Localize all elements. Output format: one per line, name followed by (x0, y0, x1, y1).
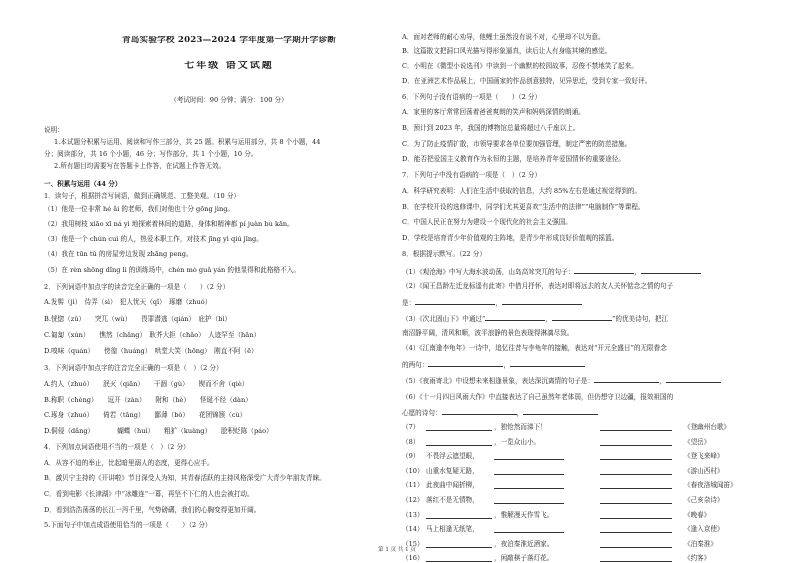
poem-line: 落红不是无情物， (426, 496, 479, 504)
answer-blank[interactable] (494, 496, 564, 504)
answer-blank[interactable] (415, 297, 495, 305)
poem-source: 《春夜洛城闻笛》 (684, 481, 737, 490)
instruction-line: 2.所有题目均需要写在答题卡上作答，在试题上作答无效。 (54, 162, 226, 170)
poem-source: 《逢入京使》 (684, 525, 724, 534)
answer-blank[interactable] (494, 467, 564, 475)
poem-line: 山重水复疑无路， (426, 466, 479, 475)
instruction-line: 分；阅读部分，共 16 个小题，46 分；写作部分，共 1 个小题，10 分。 (44, 150, 258, 158)
poem-number: （12） (402, 496, 424, 504)
option-d: D.侗侵（dǎng） 蝴蝶（huì） 粗犷（kuàng） 脍积贬陈（páo） (44, 427, 273, 435)
dictation-item-2-answer (402, 297, 772, 308)
option-c: C．小明在《微型小说选刊》中读到一个幽默的校园故事，忍俊不禁地笑了起来。 (402, 62, 638, 70)
dictation-item-4: （4）《江南逢李龟年》一诗中，追忆往昔与李龟年的接触，表达对“开元全盛日”的无限眷念 (402, 344, 667, 352)
dictation-item-1 (402, 266, 772, 277)
comma: ， (659, 377, 666, 385)
answer-blank[interactable] (426, 554, 492, 562)
option-a: A．面对老师的耐心劝导，他鲤土虽然没有说不对，心里却不以为意。 (402, 33, 605, 41)
answer-blank[interactable] (600, 525, 672, 533)
poem-number: （15） (402, 539, 424, 548)
option-b: B．这篇散文把洞口风光描写得形象逼真，读后让人有身临其境的感觉。 (402, 47, 612, 55)
poem-number: （10） (402, 466, 424, 475)
answer-blank[interactable] (600, 467, 672, 475)
dictation-prompt: （3）《次北固山下》中通过“ (402, 315, 486, 323)
answer-blank[interactable] (641, 266, 701, 274)
answer-blank[interactable] (426, 423, 492, 431)
poem-source: 《约客》 (684, 554, 711, 563)
comma: ， (495, 299, 502, 307)
option-d: D．看到浩浩荡荡的长江一泻千里，气势磅礴，我们的心胸变得更加开阔。 (44, 506, 261, 514)
dictation-item-3-cont: 南沼静平阔，清风和顺，波平浪静的景色表现得淋漓尽致。 (402, 329, 574, 337)
answer-blank[interactable] (574, 266, 634, 274)
question-5: 5.下面句子中加点成语使用恰当的一项是（ ）（2 分） (44, 521, 212, 529)
answer-blank[interactable] (523, 407, 598, 415)
option-b: B．激贝宁主持的《开讲啦》节目深受人为知，其青春活跃的主持风格深受广大青少年朋友青睐。 (44, 474, 326, 482)
school-title: 青岛实验学校 2023—2024 学年度第一学期开学诊断 (121, 36, 337, 45)
question-4: 4．下列加点词语使用不当的一项是（ ）（2 分） (44, 443, 190, 451)
question-7: 7．下列句子中没有语病的一项是（ ）（2 分） (402, 171, 542, 179)
page-footer: 第 1 页 共 1 页 (378, 547, 416, 553)
question-3: 3．下列词语中加点字的注音完全正确的一项是（ ）（2 分） (44, 364, 223, 372)
option-b: B．预计到 2023 年，我国的博物馆总量将超过八千座以上。 (402, 124, 580, 132)
option-d: D．学校是培育青少年价值观的主阵地，是青少年形成良好价值观的摇篮。 (402, 234, 619, 242)
poem-line: 此夜曲中闻折柳， (426, 481, 479, 490)
option-d: D．能否把爱国主义教育作为永恒的主题，是培养青年爱国情怀的重要途径。 (402, 155, 625, 163)
dictation-item-4-answer (402, 359, 772, 370)
question-line: （1）他是一位非常 hé ǎi 的老师，我们对他也十分 gōng jìng。 (44, 205, 235, 213)
dictation-prompt: ”的优美诗句，把江 (611, 315, 669, 323)
question-line: （3）他是一个 chún cuì 的人，热爱本职工作，对技术 jīng yì qiú jīng。 (44, 235, 263, 243)
dictation-item-6-answer (402, 407, 772, 418)
answer-blank[interactable] (600, 511, 672, 519)
dictation-item-6: （6）《十一月四日风雨大作》中直接表达了自己虽然年老体弱，但仍想守卫边疆，报效祖国的 (402, 393, 674, 401)
question-2: 2．下列词语中加点字的读音完全正确的一项是（ ）（2 分） (44, 283, 230, 291)
dictation-item-5 (402, 375, 772, 386)
poem-number: （8） (402, 437, 420, 446)
option-d: D．在亚洲艺术作品展上，中国画家的作品创意独特，见异思迁，受到专家一致好评。 (402, 77, 652, 85)
dictation-prompt: （5）《夜雨寄北》中设想未来相逢景象，表达深沉离情的句子是： (402, 377, 595, 385)
section-heading: 一、积累与运用（44 分） (44, 180, 122, 188)
option-c: C.匍匐（xún） 憔然（chǎng） 耿芥大拒（chǎo） 人迹罕至（hǎn） (44, 331, 261, 339)
answer-blank[interactable] (600, 423, 672, 431)
poem-source: 《登飞来峰》 (684, 452, 724, 461)
poem-line: 马上相逢无纸笔， (426, 525, 479, 534)
dictation-prompt: 的两句： (402, 361, 429, 369)
poem-source: 《游山西村》 (684, 466, 724, 475)
poem-number: （16） (402, 554, 424, 563)
option-a: A．从容不迫的举止，比起暗里溺人的态度，更得心应手。 (44, 459, 214, 467)
poem-number: （7） (402, 423, 420, 431)
poem-line: ，闲敲棋子落灯花。 (494, 554, 554, 563)
dictation-prompt: 心愿的诗句： (402, 409, 442, 417)
option-b: B．在学校开设的选修课中，同学们尤其更喜欢“生活中的法律”“电脑制作”等课程。 (402, 203, 645, 211)
poem-line: 不畏浮云遮望眼， (426, 452, 479, 461)
comma: ， (634, 268, 641, 276)
option-c: C.琢身（zhuó） 倚若（tāng） 鄙薄（bò） 花团锦簇（cù） (44, 411, 247, 419)
answer-blank[interactable] (426, 438, 492, 446)
question-1: 1．读句子，根据拼音写词语，做到正确规范、工整美观。（10 分） (44, 192, 241, 200)
option-a: A.约人（zhuó） 泯灭（qiān） 干涸（gù） 锲而不舍（qiè） (44, 380, 249, 388)
dictation-prompt: 是： (402, 299, 416, 307)
poem-source: 《晚春》 (684, 510, 711, 519)
poem-number: （14） (402, 525, 424, 534)
option-a: A.发髻（jì） 侍弄（sì） 犯人忧天（qǐ） 琢磨（zhuó） (44, 298, 212, 306)
answer-blank[interactable] (510, 359, 585, 367)
poem-source: 《望岳》 (684, 437, 711, 446)
answer-blank[interactable] (600, 496, 672, 504)
question-8: 8．根据提示默写。（22 分） (402, 250, 486, 258)
question-line: （5）在 rèn shōng dǐng lì 的训练场中，chén mò guǎ yán 的他显得和此格格不入。 (44, 266, 300, 274)
answer-blank[interactable] (600, 452, 672, 460)
comma: ， (503, 361, 510, 369)
question-line: （2）我用树枝 xiāo xī ná yì 地探索着林间的道路，身体和精神都 pí juàn bù kān。 (44, 220, 294, 228)
instruction-line: 1.本试题分积累与运用、阅读和写作三部分，共 25 题。积累与运用部分，共 8 个小题，44 (54, 138, 321, 146)
answer-blank[interactable] (494, 452, 564, 460)
subject-title: 七年级 语文试题 (184, 61, 274, 70)
option-c: C．中国人民正在努力为建设一个现代化的社会主义强国。 (402, 218, 572, 226)
answer-blank[interactable] (600, 438, 672, 446)
option-a: A．科学研究表明：人们在生活中获取的信息，大约 85%左右是通过视觉得到的。 (402, 187, 642, 195)
poem-source: 《泊秦淮》 (684, 539, 717, 548)
poem-line: ，夜泊秦淮近酒家。 (494, 539, 554, 548)
answer-blank[interactable] (666, 375, 721, 383)
exam-time: （考试时间：90 分钟；满分：100 分） (170, 96, 288, 104)
dictation-item-2: （2）《闻王昌龄左迁龙标遥有此寄》中借月抒怀，表达对即将远去的友人关怀惦念之情的句子 (402, 282, 674, 290)
dictation-item-3 (402, 313, 772, 324)
option-d: D.嗅味（quán） 傍徨（huáng） 哄堂大笑（hōng） 刚直不阿（ē） (44, 347, 258, 355)
answer-blank[interactable] (426, 511, 492, 519)
answer-blank[interactable] (552, 313, 612, 321)
option-c: C．为了防止疫情扩散，市领导要求各单位要加强管理，制定严密的防范措施。 (402, 140, 632, 148)
answer-blank[interactable] (442, 407, 517, 415)
question-line: （4）我在 tūn tǔ 的房屋旁边发现 zhāng peng。 (44, 250, 193, 258)
option-b: B.称职（chèng） 逗开（zàn） 附和（hè） 怪诞不经（dàn） (44, 396, 252, 404)
answer-blank[interactable] (600, 481, 672, 489)
poem-number: （13） (402, 510, 424, 519)
answer-blank[interactable] (600, 554, 672, 562)
answer-blank[interactable] (485, 313, 545, 321)
instructions-label: 说明： (44, 126, 64, 134)
poem-number: （9） (402, 452, 420, 461)
poem-source: 《登幽州台歌》 (684, 423, 731, 431)
comma: ， (545, 315, 552, 323)
option-c: C．看到电影《长津湖》中“冰雕连”一幕，再坚不下仁的人也会被打动。 (44, 490, 254, 498)
comma: ， (516, 409, 524, 417)
poem-line: ，惟解漫天作雪飞。 (494, 510, 554, 519)
answer-blank[interactable] (428, 359, 503, 367)
poem-line: ，独怆然而涕下！ (494, 423, 547, 431)
option-a: A．家里的客厅常常回荡着爸爸爽朗的笑声和妈妈深情的朗诵。 (402, 108, 585, 116)
answer-blank[interactable] (502, 297, 582, 305)
question-6: 6．下列句子没有语病的一项是（ ）（2 分） (402, 93, 542, 101)
poem-number: （11） (402, 481, 424, 490)
poem-source: 《己亥杂诗》 (684, 496, 724, 504)
dictation-prompt: （1）《观沧海》中写大海水波动荡，山岛高耸突兀的句子： (402, 268, 575, 276)
option-b: B.恍惚（zǔ） 突兀（wù） 畏罪潜逃（qián） 庇护（bì） (44, 315, 232, 323)
answer-blank[interactable] (494, 525, 564, 533)
answer-blank[interactable] (494, 481, 564, 489)
answer-blank[interactable] (594, 375, 659, 383)
poem-line: ，一览众山小。 (494, 437, 541, 446)
